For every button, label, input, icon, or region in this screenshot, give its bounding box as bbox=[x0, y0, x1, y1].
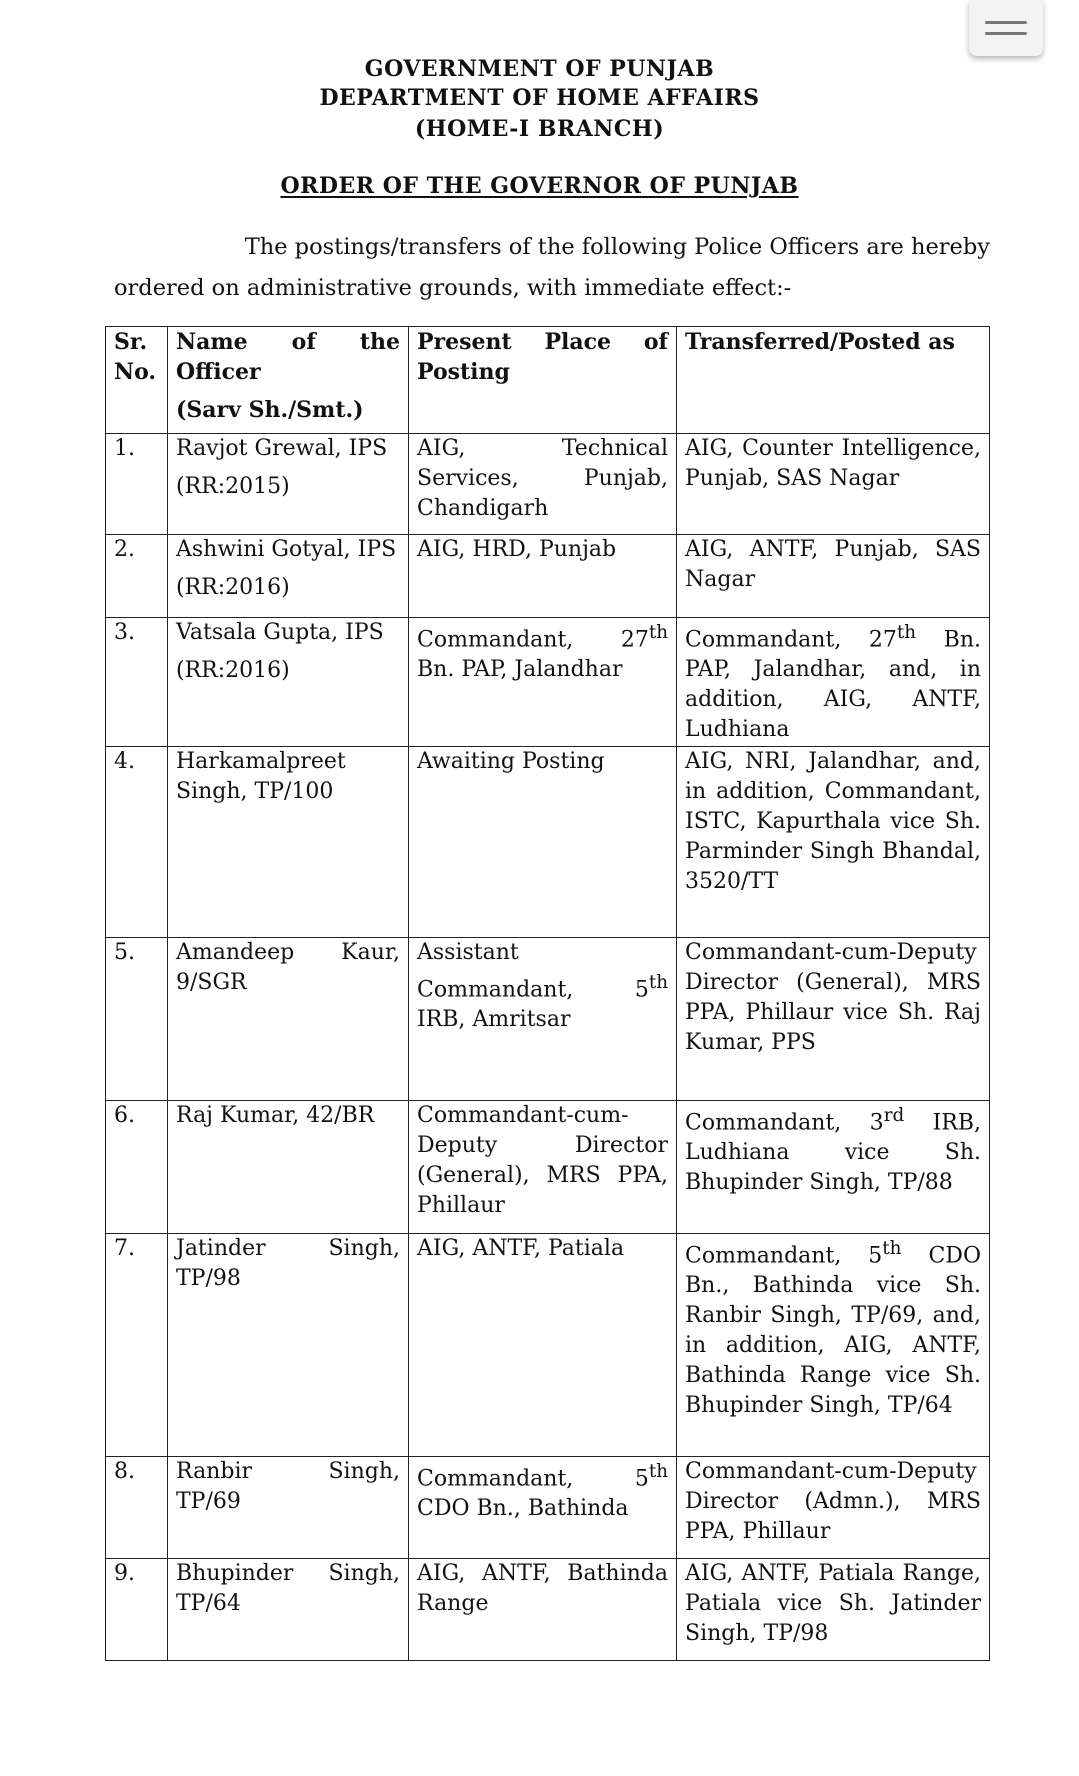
header-sr-no: Sr. No. bbox=[106, 327, 168, 434]
transferred-text-a: Commandant, 5 bbox=[685, 1243, 883, 1269]
transferred-posting: Commandant-cum-Deputy Director (Admn.), MRS PPA, Phillaur bbox=[677, 1457, 990, 1559]
officer-name: Vatsala Gupta, IPS bbox=[176, 620, 384, 645]
transferred-text-b: Bn. PAP, Jalandhar, and, in addition, AIG, ANTF, Ludhiana bbox=[685, 627, 981, 743]
present-text-b: Bn. PAP, Jalandhar bbox=[417, 657, 623, 683]
officer-name: Amandeep Kaur, 9/SGR bbox=[168, 938, 409, 1101]
present-text-b: CDO Bn., Bathinda bbox=[417, 1496, 629, 1522]
branch-heading: (HOME-I BRANCH) bbox=[414, 116, 665, 142]
present-posting bbox=[409, 1457, 677, 1559]
present-posting: Commandant-cum-Deputy Director (General), MRS PPA, Phillaur bbox=[409, 1101, 677, 1234]
government-heading: GOVERNMENT OF PUNJAB bbox=[364, 56, 715, 82]
row-sr: 6. bbox=[106, 1101, 168, 1234]
present-posting bbox=[409, 938, 677, 1101]
officer-batch: (RR:2016) bbox=[176, 575, 290, 600]
officer-name: Ashwini Gotyal, IPS bbox=[176, 537, 397, 562]
header-name-label: Name of the Officer bbox=[176, 329, 400, 385]
row-sr: 9. bbox=[106, 1559, 168, 1661]
transferred-text-b: CDO Bn., Bathinda vice Sh. Ranbir Singh, TP/69, and, in addition, AIG, ANTF, Bathinda Range vice Sh. Bhupinder Singh, TP/64 bbox=[685, 1243, 981, 1419]
officer-batch: (RR:2015) bbox=[176, 474, 290, 499]
officer-name: Raj Kumar, 42/BR bbox=[168, 1101, 409, 1234]
department-heading: DEPARTMENT OF HOME AFFAIRS bbox=[319, 85, 760, 111]
transferred-posting: AIG, NRI, Jalandhar, and, in addition, Commandant, ISTC, Kapurthala vice Sh. Parminder Singh Bhandal, 3520/TT bbox=[677, 747, 990, 938]
transferred-posting: Commandant-cum-Deputy Director (General), MRS PPA, Phillaur vice Sh. Raj Kumar, PPS bbox=[677, 938, 990, 1101]
table-row bbox=[106, 938, 990, 1101]
transferred-text-a: Commandant, 27 bbox=[685, 627, 897, 653]
hamburger-menu-icon bbox=[985, 21, 1027, 24]
row-sr: 2. bbox=[106, 535, 168, 618]
present-text-a: Commandant, 5 bbox=[417, 1466, 649, 1492]
transferred-superscript: rd bbox=[883, 1105, 905, 1126]
transferred-posting: AIG, ANTF, Punjab, SAS Nagar bbox=[677, 535, 990, 618]
row-sr: 8. bbox=[106, 1457, 168, 1559]
table-row bbox=[106, 1234, 990, 1457]
transferred-posting: AIG, Counter Intelligence, Punjab, SAS Nagar bbox=[677, 434, 990, 535]
header-name-sub: (Sarv Sh./Smt.) bbox=[176, 397, 364, 423]
officer-name: Ranbir Singh, TP/69 bbox=[168, 1457, 409, 1559]
transferred-posting bbox=[677, 618, 990, 747]
transferred-superscript: th bbox=[882, 1238, 902, 1259]
transferred-posting bbox=[677, 1234, 990, 1457]
present-posting: AIG, Technical Services, Punjab, Chandigarh bbox=[409, 434, 677, 535]
transferred-posting: AIG, ANTF, Patiala Range, Patiala vice Sh. Jatinder Singh, TP/98 bbox=[677, 1559, 990, 1661]
officer-name: Jatinder Singh, TP/98 bbox=[168, 1234, 409, 1457]
officer-name: Harkamalpreet Singh, TP/100 bbox=[168, 747, 409, 938]
present-posting bbox=[409, 618, 677, 747]
row-sr: 7. bbox=[106, 1234, 168, 1457]
row-sr: 1. bbox=[106, 434, 168, 535]
row-name-cell bbox=[168, 434, 409, 535]
transferred-text-a: Commandant, 3 bbox=[685, 1110, 884, 1136]
order-title: ORDER OF THE GOVERNOR OF PUNJAB bbox=[280, 173, 799, 199]
row-name-cell bbox=[168, 535, 409, 618]
present-superscript: th bbox=[648, 972, 668, 993]
table-row bbox=[106, 1457, 990, 1559]
present-posting: AIG, HRD, Punjab bbox=[409, 535, 677, 618]
intro-line-2: ordered on administrative grounds, with immediate effect:- bbox=[114, 275, 792, 301]
row-sr: 4. bbox=[106, 747, 168, 938]
row-sr: 5. bbox=[106, 938, 168, 1101]
present-superscript: th bbox=[648, 622, 668, 643]
hamburger-menu-icon-bar bbox=[985, 32, 1027, 35]
header-transferred: Transferred/Posted as bbox=[677, 327, 990, 434]
hamburger-menu-button[interactable] bbox=[969, 0, 1043, 56]
transferred-text-b: IRB, Ludhiana vice Sh. Bhupinder Singh, TP/88 bbox=[685, 1110, 981, 1196]
present-superscript: th bbox=[648, 1461, 668, 1482]
present-text-a: Assistant Commandant, 5 bbox=[417, 940, 649, 1003]
present-posting: AIG, ANTF, Patiala bbox=[409, 1234, 677, 1457]
officer-name: Bhupinder Singh, TP/64 bbox=[168, 1559, 409, 1661]
present-posting: AIG, ANTF, Bathinda Range bbox=[409, 1559, 677, 1661]
table-row bbox=[106, 535, 990, 618]
transferred-posting bbox=[677, 1101, 990, 1234]
table-header-row bbox=[106, 327, 990, 434]
row-sr: 3. bbox=[106, 618, 168, 747]
present-text-b: IRB, Amritsar bbox=[417, 1007, 571, 1033]
present-text-a: Commandant, 27 bbox=[417, 627, 649, 653]
officer-name: Ravjot Grewal, IPS bbox=[176, 436, 388, 461]
officer-batch: (RR:2016) bbox=[176, 658, 290, 683]
present-posting: Awaiting Posting bbox=[409, 747, 677, 938]
table-row bbox=[106, 1101, 990, 1234]
header-present-posting: Present Place of Posting bbox=[409, 327, 677, 434]
header-name bbox=[168, 327, 409, 434]
row-name-cell bbox=[168, 618, 409, 747]
table-row bbox=[106, 747, 990, 938]
table-row bbox=[106, 1559, 990, 1661]
postings-table bbox=[105, 326, 990, 1661]
intro-line-1: The postings/transfers of the following Police Officers are hereby bbox=[244, 234, 990, 260]
table-row bbox=[106, 618, 990, 747]
transferred-superscript: th bbox=[896, 622, 917, 643]
table-row bbox=[106, 434, 990, 535]
